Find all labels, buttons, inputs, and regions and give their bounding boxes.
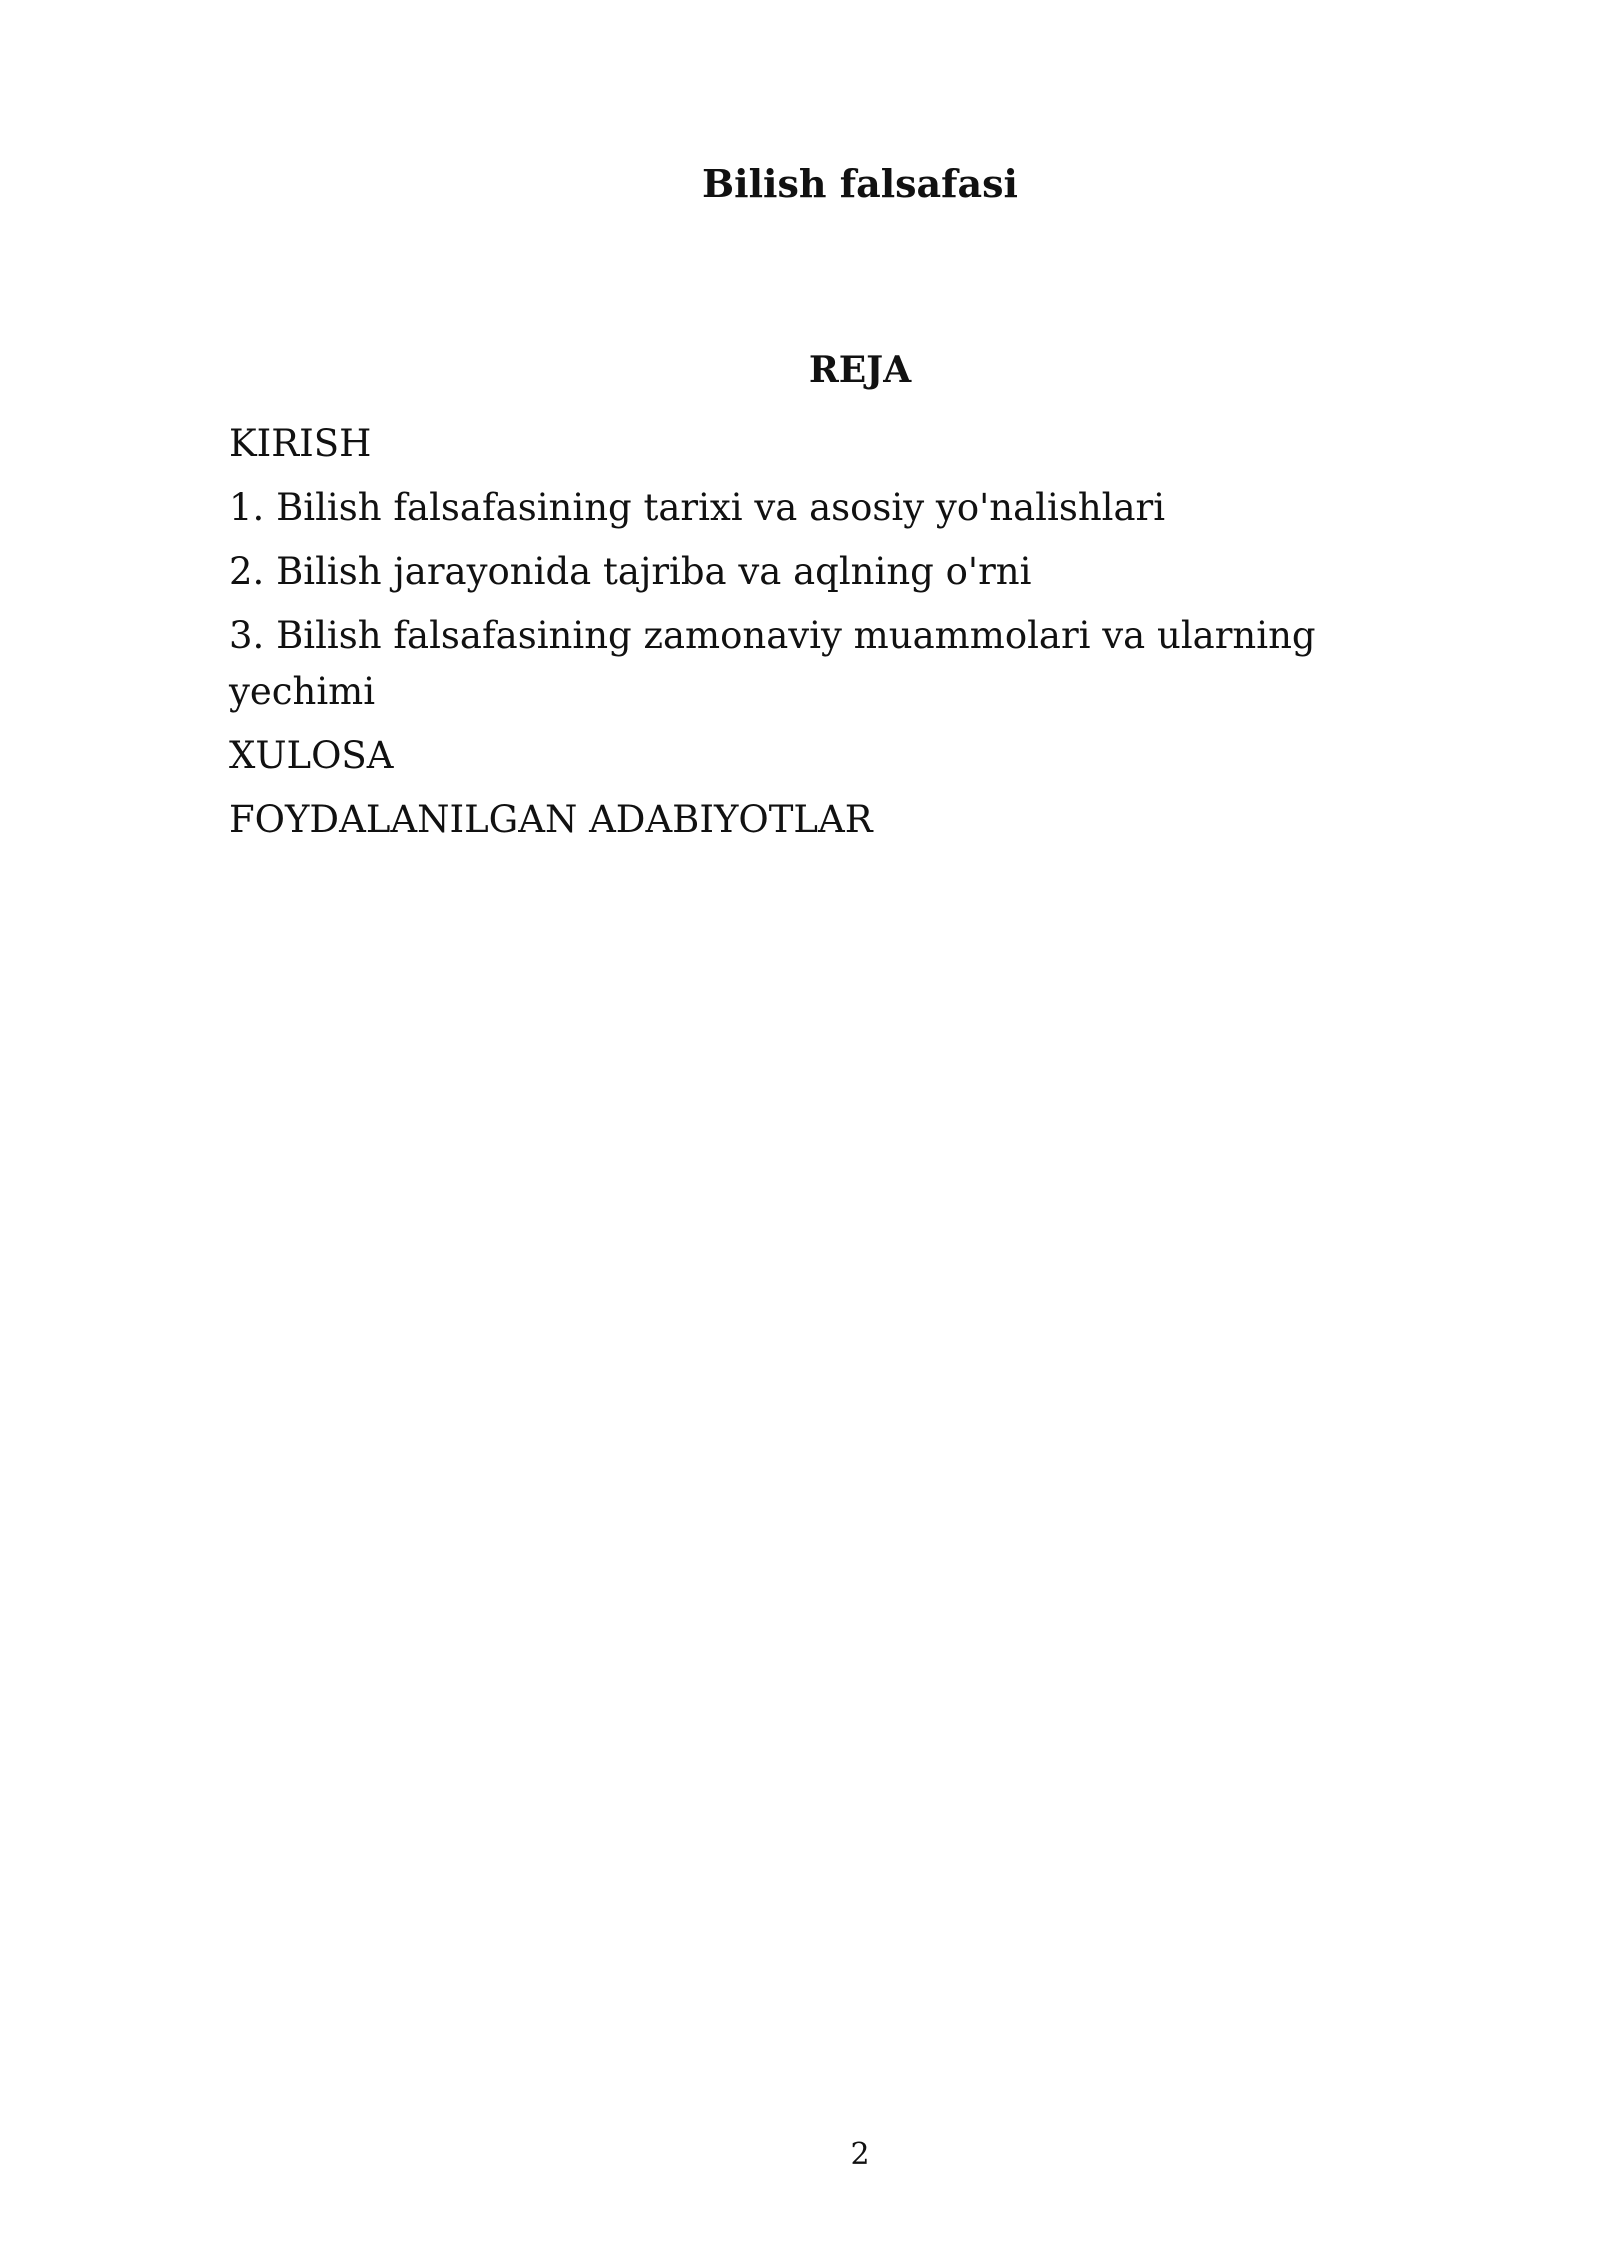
plan-item-2: 2. Bilish jarayonida tajriba va aqlning o'rni	[229, 550, 1032, 593]
plan-heading: REJA	[808, 349, 912, 391]
plan-item-references: FOYDALANILGAN ADABIYOTLAR	[229, 798, 873, 841]
document-title: Bilish falsafasi	[702, 161, 1018, 206]
plan-item-introduction: KIRISH	[229, 422, 372, 465]
plan-item-1: 1. Bilish falsafasining tarixi va asosiy yo'nalishlari	[229, 486, 1166, 529]
plan-item-3: 3. Bilish falsafasining zamonaviy muammolari va ularning yechimi	[229, 614, 1316, 713]
plan-item-conclusion: XULOSA	[229, 734, 394, 777]
plan-list	[229, 416, 1359, 856]
page-number: 2	[850, 2137, 870, 2172]
